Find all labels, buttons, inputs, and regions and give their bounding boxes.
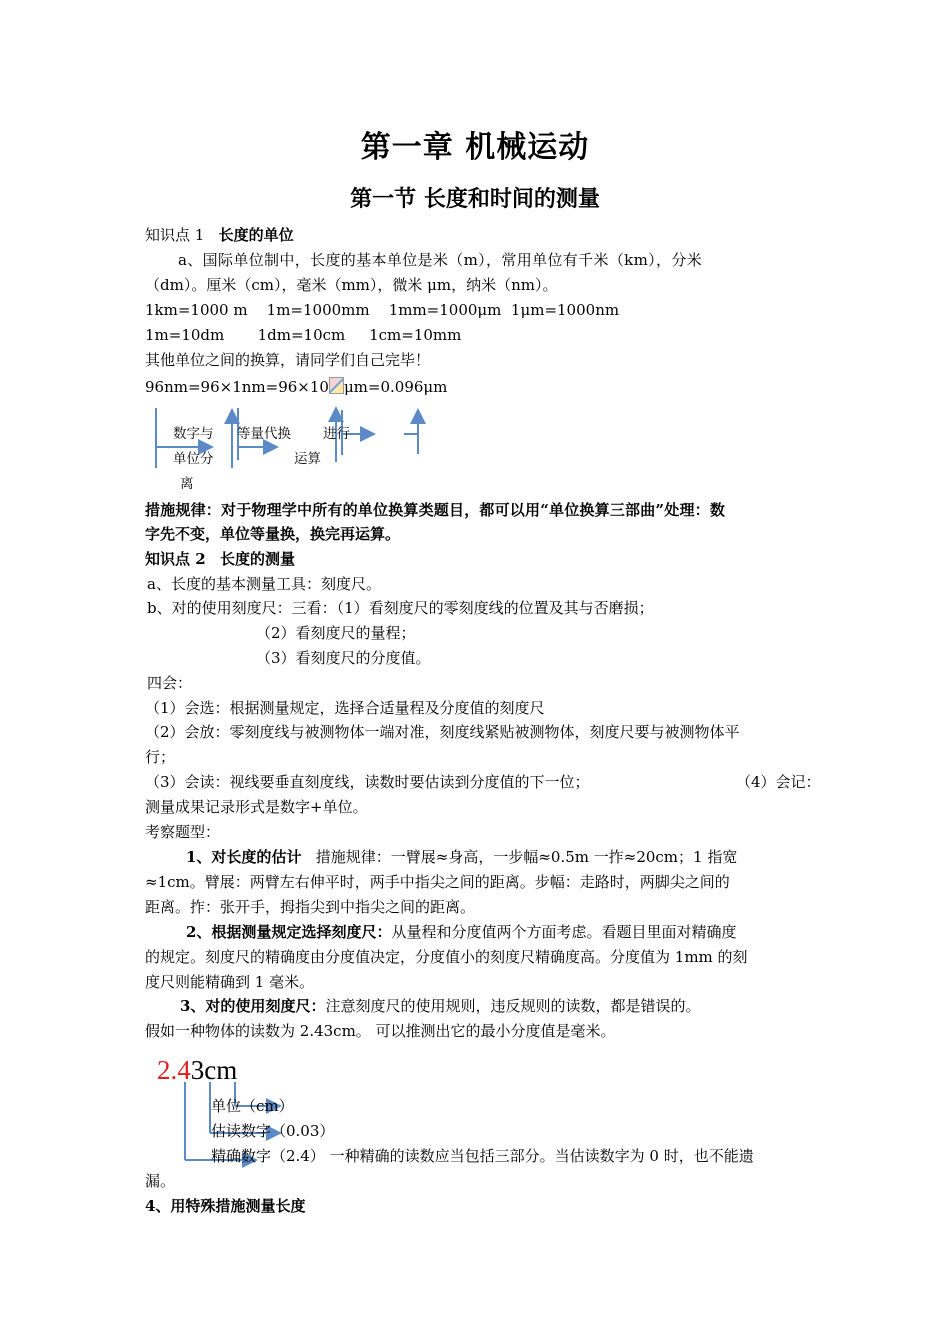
skill-record-label: （4）会记：	[736, 773, 821, 791]
step3-text-line1: 进行	[323, 426, 350, 442]
q2-text3: 度尺则能精确到 1 毫米。	[145, 973, 315, 991]
kp2-label: 知识点 2	[145, 550, 206, 568]
q3-line1	[180, 999, 700, 1014]
reading-precise-part: 2.4	[157, 1055, 191, 1085]
skill-record-text: 测量成果记录形式是数字+单位。	[145, 798, 368, 816]
kp2-title: 长度的测量	[219, 550, 295, 568]
broken-image-icon	[329, 377, 344, 394]
q3-text1: 注意刻度尺的使用规则，违反规则的读数，都是错误的。	[325, 997, 701, 1015]
conversion-line2: 1m=10dm 1dm=10cm 1cm=10mm	[145, 326, 462, 344]
kp1-para-line2: （dm）。厘米（cm），毫米（mm），微米 μm，纳米（nm）。	[145, 276, 558, 294]
kp2-heading	[145, 552, 295, 567]
step1-text-line1: 数字与	[173, 426, 214, 442]
kp2-a: a、长度的基本测量工具：刻度尺。	[147, 575, 381, 593]
q2-text1: 从量程和分度值两个方面考虑。看题目里面对精确度	[391, 923, 737, 941]
reading-estimate-label: 估读数字（0.03）	[211, 1122, 335, 1140]
kp1-para-line1: a、国际单位制中，长度的基本单位是米（m），常用单位有千米（km），分米	[178, 251, 703, 269]
kp2-b3: （3）看刻度尺的分度值。	[256, 649, 431, 667]
q3-text2: 假如一种物体的读数为 2.43cm。 可以推测出它的最小分度值是毫米。	[145, 1022, 616, 1040]
step1-text-line2: 单位分	[173, 451, 214, 467]
section-title: 第一节 长度和时间的测量	[350, 186, 600, 212]
reading-rest-part: 3cm	[190, 1055, 238, 1085]
example-line	[145, 377, 447, 395]
chapter-title: 第一章 机械运动	[360, 130, 590, 165]
kp1-heading	[145, 228, 294, 243]
skill-place-line1: （2）会放：零刻度线与被测物体一端对准，刻度线紧贴被测物体，刻度尺要与被测物体平	[145, 723, 740, 741]
q3-heading: 3、对的使用刻度尺：	[180, 997, 326, 1015]
q4-heading: 4、用特殊措施测量长度	[145, 1197, 306, 1215]
skill-place-line2: 行；	[145, 748, 176, 766]
kp1-title: 长度的单位	[218, 226, 294, 244]
reading-precise-label: 精确数字（2.4） 一种精确的读数应当包括三部分。当估读数字为 0 时，也不能遗	[211, 1147, 754, 1165]
kp2-b: b、对的使用刻度尺：三看：（1）看刻度尺的零刻度线的位置及其与否磨损；	[147, 599, 654, 617]
q2-heading: 2、根据测量规定选择刻度尺：	[186, 923, 392, 941]
q1-line1	[186, 850, 737, 865]
step2-text: 等量代换	[237, 426, 291, 442]
skill-read: （3）会读：视线要垂直刻度线，读数时要估读到分度值的下一位；	[145, 773, 590, 791]
rule-line2: 字先不变，单位等量换，换完再运算。	[145, 525, 401, 543]
exam-types-label: 考察题型：	[145, 823, 221, 841]
step1-text-line3: 离	[180, 476, 194, 492]
reading-unit-label: 单位（cm）	[211, 1097, 294, 1115]
conversion-line1: 1km=1000 m 1m=1000mm 1mm=1000μm 1μm=1000nm	[145, 301, 620, 319]
q1-text2: ≈1cm。臂展：两臂左右伸平时，两手中指尖之间的距离。步幅：走路时，两脚尖之间的	[145, 873, 730, 891]
q2-text2: 的规定。刻度尺的精确度由分度值决定，分度值小的刻度尺精确度高。分度值为 1mm 的刻	[145, 948, 748, 966]
other-units-text: 其他单位之间的换算，请同学们自己完毕！	[145, 351, 431, 369]
q2-line1	[186, 925, 736, 940]
kp2-b2: （2）看刻度尺的量程；	[256, 624, 416, 642]
example-part-b: μm=0.096μm	[343, 378, 448, 396]
reading-precise-label-cont: 漏。	[145, 1172, 176, 1190]
four-skills-label: 四会：	[147, 674, 193, 692]
step3-text-line2: 运算	[294, 451, 321, 467]
skill-choose: （1）会选：根据测量规定，选择合适量程及分度值的刻度尺	[145, 699, 545, 717]
q1-text3: 距离。拃：张开手，拇指尖到中指尖之间的距离。	[145, 898, 476, 916]
kp1-label: 知识点 1	[145, 226, 205, 244]
q1-text1: 措施规律：一臂展≈身高，一步幅≈0.5m 一拃≈20cm；1 指宽	[315, 848, 738, 866]
rule-line1: 措施规律：对于物理学中所有的单位换算类题目，都可以用“单位换算三部曲”处理：数	[145, 501, 726, 519]
example-part-a: 96nm=96×1nm=96×10	[145, 378, 329, 396]
q1-heading: 1、对长度的估计	[186, 848, 302, 866]
